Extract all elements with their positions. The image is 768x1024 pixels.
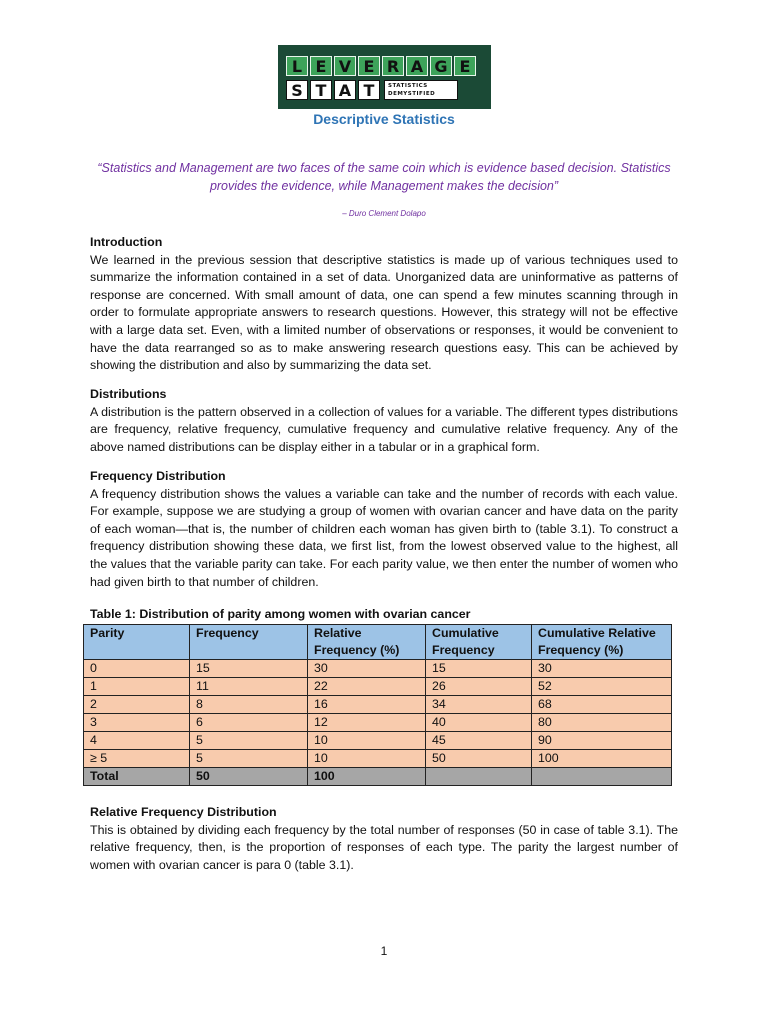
logo-top-row [286, 56, 476, 76]
table-header-cell: Cumulative Relative Frequency (%) [532, 625, 672, 660]
table-cell: 15 [190, 660, 308, 678]
section-text: We learned in the previous session that descriptive statistics is made up of various techniques used to summarize the information contained in a set of data. Unorganized data are uninformative as patterns of response are concerned. With small amount of data, one can spend a few minutes scanning through in order to formulate appropriate answers to research questions. However, this strategy will not be effective with a large data set. Even, with a limited number of observations or responses, it would be convenient to have the data rearranged so as to make answering research questions easy. This can be achieved by showing the distribution and also by summarizing the data set. [90, 252, 678, 373]
table-cell: 8 [190, 696, 308, 714]
section-heading: Relative Frequency Distribution [90, 805, 277, 819]
section-text: This is obtained by dividing each frequency by the total number of responses (50 in case of table 3.1). The relative frequency, then, is the proportion of responses of each type. The parity the largest number of women with ovarian cancer is para 0 (table 3.1). [90, 822, 678, 872]
logo-letter: G [430, 56, 452, 76]
table-cell: 2 [84, 696, 190, 714]
logo-letter: E [454, 56, 476, 76]
table-cell: 80 [532, 714, 672, 732]
table-cell: 45 [426, 732, 532, 750]
logo-subtitle [384, 80, 458, 100]
table-cell: 22 [308, 678, 426, 696]
table-header-cell: Relative Frequency (%) [308, 625, 426, 660]
table-cell: 40 [426, 714, 532, 732]
table-cell [532, 768, 672, 786]
table-cell: 4 [84, 732, 190, 750]
page-number: 1 [380, 944, 388, 958]
table-row [84, 678, 672, 696]
table-cell: 26 [426, 678, 532, 696]
section-text: A distribution is the pattern observed in a collection of values for a variable. The different types distributions are frequency, relative frequency, cumulative frequency and cumulative relative frequency. Any of the above named distributions can be display either in a tabular or in a graphical form. [90, 404, 678, 454]
table-cell: 30 [532, 660, 672, 678]
table-row [84, 750, 672, 768]
table-cell: 30 [308, 660, 426, 678]
logo-letter: L [286, 56, 308, 76]
table-cell: 50 [426, 750, 532, 768]
section-distributions [90, 386, 678, 456]
logo-letter: S [286, 80, 308, 100]
table-cell [426, 768, 532, 786]
table-cell: 100 [308, 768, 426, 786]
logo-bottom-row [286, 80, 458, 100]
table-cell: 50 [190, 768, 308, 786]
logo-letter: E [358, 56, 380, 76]
table-cell: 68 [532, 696, 672, 714]
table-cell: 0 [84, 660, 190, 678]
table-caption: Table 1: Distribution of parity among women with ovarian cancer [90, 607, 471, 621]
logo-letter: R [382, 56, 404, 76]
table-cell: 15 [426, 660, 532, 678]
logo-letter: T [358, 80, 380, 100]
table-cell: Total [84, 768, 190, 786]
page-title: Descriptive Statistics [313, 111, 455, 127]
leverage-stat-logo [278, 45, 491, 109]
logo-letter: T [310, 80, 332, 100]
section-heading: Distributions [90, 387, 167, 401]
table-cell: 3 [84, 714, 190, 732]
table-cell: 100 [532, 750, 672, 768]
table-cell: 10 [308, 732, 426, 750]
table-total-row [84, 768, 672, 786]
quote-author: – Duro Clement Dolapo [342, 209, 426, 218]
section-heading: Frequency Distribution [90, 469, 226, 483]
table-cell: 12 [308, 714, 426, 732]
logo-letter: A [334, 80, 356, 100]
table-cell: 11 [190, 678, 308, 696]
logo-letter: V [334, 56, 356, 76]
table-cell: 10 [308, 750, 426, 768]
section-frequency-distribution [90, 468, 678, 591]
logo-subtitle-line2: DEMYSTIFIED [388, 91, 436, 97]
table-row [84, 696, 672, 714]
table-cell: 5 [190, 750, 308, 768]
table-cell: 5 [190, 732, 308, 750]
table-cell: 1 [84, 678, 190, 696]
section-introduction [90, 234, 678, 375]
logo-letter: A [406, 56, 428, 76]
table-cell: 6 [190, 714, 308, 732]
table-row [84, 660, 672, 678]
logo-letter: E [310, 56, 332, 76]
parity-frequency-table [83, 624, 672, 786]
table-cell: 16 [308, 696, 426, 714]
table-row [84, 714, 672, 732]
table-header-cell: Cumulative Frequency [426, 625, 532, 660]
table-cell: ≥ 5 [84, 750, 190, 768]
table-cell: 34 [426, 696, 532, 714]
logo-subtitle-line1: STATISTICS [388, 83, 428, 89]
quote: “Statistics and Management are two faces of the same coin which is evidence based decision. Statistics provides the evidence, while Management makes the decision” [97, 161, 671, 193]
section-relative-frequency [90, 804, 678, 874]
table-cell: 90 [532, 732, 672, 750]
table-row [84, 732, 672, 750]
section-text: A frequency distribution shows the values a variable can take and the number of records with each value. For example, suppose we are studying a group of women with ovarian cancer and have data on the parity of each woman—that is, the number of children each woman has given birth to (table 3.1). To construct a frequency distribution showing these data, we first list, from the lowest observed value to the highest, all the values that the variable parity can take. For each parity value, we then enter the number of women who had given birth to that number of children. [90, 486, 678, 589]
table-cell: 52 [532, 678, 672, 696]
section-heading: Introduction [90, 235, 163, 249]
table-header-row [84, 625, 672, 660]
table-header-cell: Frequency [190, 625, 308, 660]
table-header-cell: Parity [84, 625, 190, 660]
